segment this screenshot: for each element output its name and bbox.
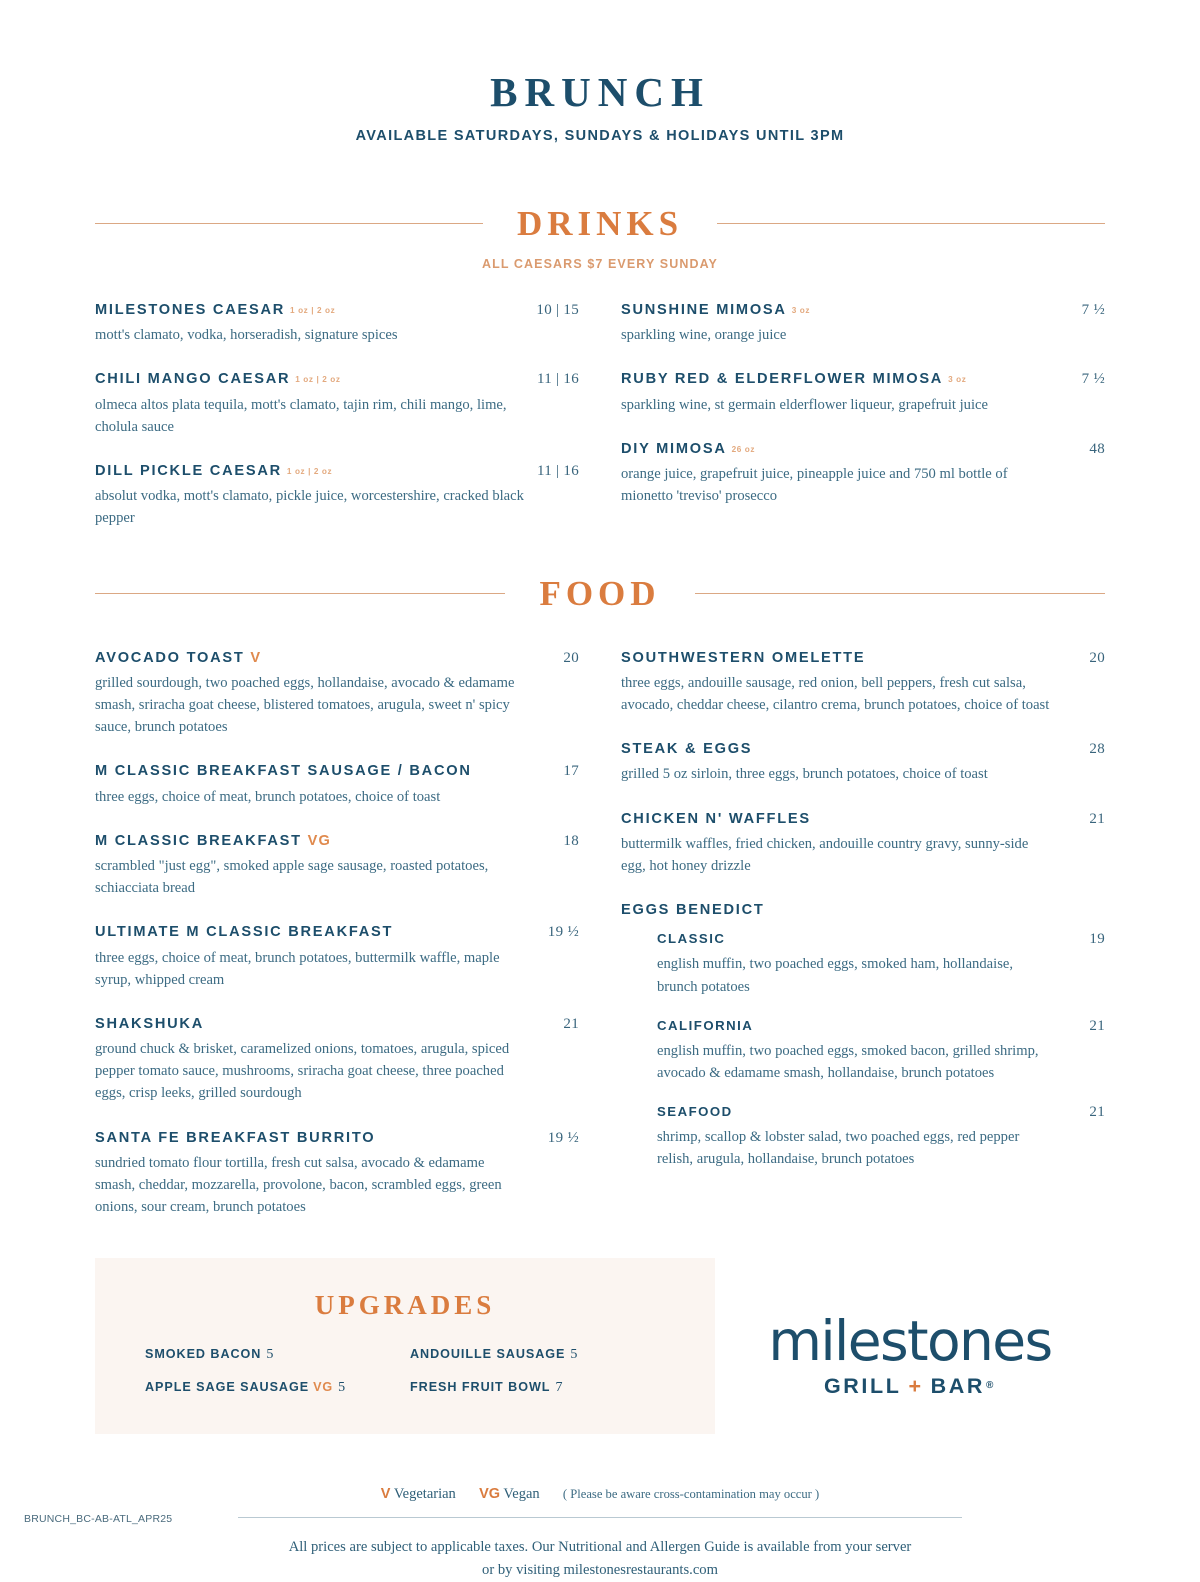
menu-item-description: buttermilk waffles, fried chicken, andouille country gravy, sunny-side egg, hot honey drizzle (621, 835, 1029, 874)
menu-item-row (657, 1104, 1105, 1121)
upgrade-item (145, 1380, 400, 1396)
menu-item-row (657, 1018, 1105, 1035)
drinks-promo-note: ALL CAESARS $7 EVERY SUNDAY (481, 257, 718, 271)
eggs-benedict-list (621, 931, 1105, 1170)
menu-item-name-text: AVOCADO TOAST (95, 649, 245, 666)
upgrade-price: 5 (266, 1347, 274, 1363)
drinks-column-right (621, 301, 1105, 530)
menu-item-price: 48 (1089, 440, 1105, 457)
rule-right-food (695, 593, 1105, 594)
menu-item-price: 7 ½ (1081, 371, 1105, 388)
menu-item-price: 21 (1089, 1104, 1105, 1121)
menu-item-price: 21 (1089, 1017, 1105, 1034)
menu-item (621, 370, 1105, 415)
menu-item-price: 19 ½ (547, 1129, 579, 1146)
menu-item-description: sparkling wine, st germain elderflower liqueur, grapefruit juice (621, 396, 988, 413)
upgrades-logo-row (95, 1258, 1105, 1434)
menu-item-row (657, 931, 1105, 948)
menu-item-name-text: ULTIMATE M CLASSIC BREAKFAST (95, 924, 394, 941)
menu-item-name-text: RUBY RED & ELDERFLOWER MIMOSA (621, 371, 944, 388)
menu-item-row (95, 923, 579, 941)
menu-item-name-text: STEAK & EGGS (621, 741, 753, 758)
food-column-right (621, 649, 1105, 1219)
drinks-column-left (95, 301, 579, 530)
menu-item-description: orange juice, grapefruit juice, pineapple juice and 750 ml bottle of mionetto 'treviso' prosecco (621, 466, 1008, 505)
menu-item-row (95, 649, 579, 667)
footer-disclaimer-line-2: or by visiting milestonesrestaurants.com (482, 1561, 718, 1578)
menu-item-name-text: M CLASSIC BREAKFAST (95, 832, 302, 849)
menu-item-price: 28 (1089, 741, 1105, 758)
upgrades-box (95, 1258, 715, 1434)
menu-version-code: BRUNCH_BC-AB-ATL_APR25 (24, 1513, 173, 1525)
drinks-section-header (0, 206, 1200, 271)
menu-item-name (657, 1104, 733, 1121)
menu-item-name (621, 440, 755, 458)
dietary-tag: V (250, 649, 262, 666)
menu-item-price: 7 ½ (1081, 302, 1105, 318)
upgrade-name: FRESH FRUIT BOWL (410, 1380, 551, 1395)
menu-item-name (95, 301, 335, 319)
menu-item-price: 19 ½ (547, 924, 579, 941)
menu-item-description: grilled 5 oz sirloin, three eggs, brunch potatoes, choice of toast (621, 766, 988, 783)
menu-item-name-text: MILESTONES CAESAR (95, 302, 286, 318)
menu-item (621, 649, 1105, 717)
menu-item-name (621, 740, 752, 758)
benedict-item (657, 1018, 1105, 1084)
menu-item-price: 21 (563, 1015, 579, 1032)
menu-item-row (621, 370, 1105, 388)
upgrades-title: UPGRADES (314, 1290, 496, 1321)
rule-left-food (95, 593, 505, 594)
logo-wordmark: milestones (768, 1308, 1052, 1373)
menu-item-description: three eggs, andouille sausage, red onion, bell peppers, fresh cut salsa, avocado, cheddar cheese, cilantro crema, brunch potatoes, choice of toast (621, 674, 1050, 713)
menu-item-name (657, 931, 725, 948)
menu-item-price: 18 (563, 832, 579, 849)
serving-size-label: 3 oz (791, 306, 811, 315)
drinks-columns (95, 301, 1105, 530)
menu-item-name-text: SOUTHWESTERN OMELETTE (621, 649, 866, 666)
menu-item-description: three eggs, choice of meat, brunch potatoes, choice of toast (95, 788, 441, 805)
menu-item-name (95, 1015, 204, 1033)
menu-item-name (95, 762, 472, 780)
menu-item (95, 649, 579, 739)
upgrade-item (410, 1347, 665, 1363)
menu-item-description: three eggs, choice of meat, brunch potatoes, buttermilk waffle, maple syrup, whipped cream (95, 949, 500, 988)
menu-item-row (95, 370, 579, 388)
upgrade-name: ANDOUILLE SAUSAGE (410, 1347, 566, 1362)
menu-item-description: absolut vodka, mott's clamato, pickle juice, worcestershire, cracked black pepper (95, 488, 524, 527)
footer-divider (238, 1517, 962, 1518)
menu-item-description: sundried tomato flour tortilla, fresh cut salsa, avocado & edamame smash, cheddar, mozzarella, provolone, bacon, scrambled eggs, green onions, sour cream, brunch potatoes (95, 1154, 502, 1216)
menu-item-description: ground chuck & brisket, caramelized onions, tomatoes, arugula, spiced pepper tomato sauce, mushrooms, sriracha goat cheese, three poached eggs, crisp leeks, grilled sourdough (95, 1041, 510, 1102)
page-title: BRUNCH (490, 69, 710, 115)
upgrade-price: 5 (338, 1380, 346, 1396)
menu-item-description: grilled sourdough, two poached eggs, hollandaise, avocado & edamame smash, sriracha goat cheese, blistered tomatoes, arugula, sweet n' spicy sauce, brunch potatoes (95, 674, 515, 736)
menu-item-name (95, 370, 341, 388)
menu-item (95, 762, 579, 807)
menu-item-name-text: SEAFOOD (657, 1104, 733, 1120)
menu-item-price: 20 (563, 649, 579, 666)
food-section-header (0, 573, 1200, 613)
upgrade-item (145, 1347, 400, 1363)
vegetarian-label: Vegetarian (393, 1486, 456, 1503)
vegan-symbol: VG (479, 1486, 501, 1503)
menu-item-name-text: SANTA FE BREAKFAST BURRITO (95, 1129, 376, 1146)
rule-right-drinks (717, 223, 1105, 224)
food-title: FOOD (539, 573, 661, 613)
menu-item (95, 832, 579, 900)
menu-item-description: sparkling wine, orange juice (621, 327, 787, 344)
menu-item-name-text: DIY MIMOSA (621, 440, 727, 457)
benedict-item (657, 931, 1105, 997)
upgrade-price: 5 (570, 1347, 578, 1363)
menu-item (95, 923, 579, 991)
availability-subtitle: AVAILABLE SATURDAYS, SUNDAYS & HOLIDAYS UNTIL 3PM (355, 128, 845, 144)
menu-item-price: 17 (563, 763, 579, 780)
menu-item-row (621, 649, 1105, 667)
upgrade-name: SMOKED BACON (145, 1347, 262, 1362)
serving-size-label: 26 oz (731, 444, 756, 454)
serving-size-label: 1 oz | 2 oz (295, 375, 341, 385)
upgrade-item (410, 1380, 665, 1396)
drinks-title: DRINKS (516, 204, 684, 243)
menu-item-row (95, 762, 579, 780)
menu-item (95, 462, 579, 530)
menu-item-row (95, 832, 579, 850)
upgrade-dietary-tag: VG (313, 1380, 334, 1395)
menu-item-name (95, 832, 331, 850)
menu-item-row (95, 1015, 579, 1033)
menu-item-name (657, 1018, 753, 1035)
menu-item-row (621, 810, 1105, 828)
menu-item-name (621, 810, 811, 828)
menu-item-name-text: CLASSIC (657, 931, 726, 947)
menu-item-price: 11 | 16 (536, 462, 579, 479)
food-column-left (95, 649, 579, 1219)
menu-item-name-text: CALIFORNIA (657, 1017, 754, 1033)
menu-item-description: scrambled "just egg", smoked apple sage sausage, roasted potatoes, schiacciata bread (95, 857, 489, 897)
eggs-benedict-group (621, 901, 1105, 1170)
plus-icon: + (908, 1373, 924, 1398)
menu-item (621, 740, 1105, 785)
menu-item-name (621, 301, 810, 319)
menu-item-row (95, 1129, 579, 1147)
vegan-label: Vegan (503, 1486, 540, 1503)
menu-item (95, 1015, 579, 1105)
menu-item-price: 11 | 16 (536, 371, 579, 388)
menu-item-row (95, 462, 579, 480)
menu-item-name (95, 649, 261, 667)
menu-item-description: olmeca altos plata tequila, mott's clamato, tajin rim, chili mango, lime, cholula sauce (95, 396, 507, 435)
menu-item-description: english muffin, two poached eggs, smoked bacon, grilled shrimp, avocado & edamame smash, hollandaise, brunch potatoes (657, 1042, 1039, 1081)
serving-size-label: 1 oz | 2 oz (286, 466, 333, 476)
upgrade-price: 7 (555, 1380, 563, 1396)
eggs-benedict-heading: EGGS BENEDICT (621, 902, 765, 919)
menu-item-description: shrimp, scallop & lobster salad, two poached eggs, red pepper relish, arugula, hollandaise, brunch potatoes (657, 1129, 1020, 1168)
logo-tagline (823, 1373, 996, 1398)
menu-item-name (95, 1129, 375, 1147)
menu-item-price: 19 (1089, 931, 1105, 948)
serving-size-label: 3 oz (948, 375, 967, 385)
upgrade-name: APPLE SAGE SAUSAGE (145, 1380, 310, 1395)
dietary-legend (0, 1486, 1200, 1503)
milestones-logo (715, 1258, 1105, 1434)
menu-item (95, 1129, 579, 1219)
menu-item (621, 301, 1105, 346)
menu-item-description: mott's clamato, vodka, horseradish, signature spices (95, 327, 398, 344)
menu-item-price: 10 | 15 (536, 302, 579, 318)
masthead (0, 0, 1200, 144)
menu-item-description: english muffin, two poached eggs, smoked ham, hollandaise, brunch potatoes (657, 956, 1013, 995)
menu-item-name-text: DILL PICKLE CAESAR (95, 462, 282, 479)
cross-contamination-note: ( Please be aware cross-contamination may occur ) (562, 1487, 820, 1502)
menu-item-name (95, 462, 332, 480)
menu-item-price: 21 (1089, 810, 1105, 827)
footer-disclaimer-line-1: All prices are subject to applicable taxes. Our Nutritional and Allergen Guide is available from your server (288, 1539, 912, 1556)
upgrades-grid (145, 1347, 665, 1396)
vegetarian-symbol: V (380, 1486, 391, 1503)
menu-item-name (95, 923, 393, 941)
menu-item-row (621, 440, 1105, 458)
menu-item-name (621, 370, 966, 388)
menu-item-name-text: M CLASSIC BREAKFAST SAUSAGE / BACON (95, 763, 472, 780)
menu-item (95, 370, 579, 438)
footer-disclaimer (0, 1536, 1200, 1581)
menu-item (621, 810, 1105, 878)
menu-item-price: 20 (1089, 649, 1105, 666)
dietary-tag: VG (307, 832, 332, 849)
menu-item (621, 440, 1105, 508)
menu-item-row (95, 301, 579, 319)
menu-item-name-text: SHAKSHUKA (95, 1015, 204, 1032)
menu-item-row (621, 740, 1105, 758)
menu-item-row (621, 301, 1105, 319)
menu-item-name-text: CHICKEN N' WAFFLES (621, 810, 811, 827)
rule-left-drinks (95, 223, 483, 224)
food-columns (95, 649, 1105, 1219)
serving-size-label: 1 oz | 2 oz (290, 306, 336, 315)
menu-item (95, 301, 579, 346)
menu-item-name (621, 649, 865, 667)
menu-item-name-text: SUNSHINE MIMOSA (621, 302, 787, 318)
logo-bar-text: BAR (930, 1373, 986, 1398)
logo-grill-text: GRILL (823, 1373, 902, 1398)
registered-trademark-icon: ® (986, 1380, 996, 1392)
menu-item-name-text: CHILI MANGO CAESAR (95, 371, 291, 388)
benedict-item (657, 1104, 1105, 1170)
